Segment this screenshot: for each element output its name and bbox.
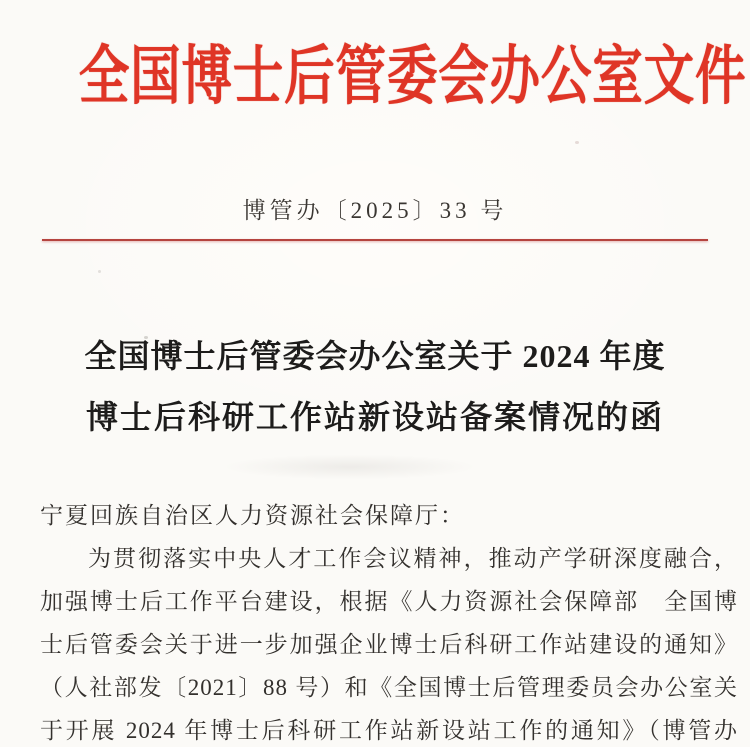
document-body — [40, 494, 738, 752]
red-divider-line — [42, 239, 708, 241]
scan-speck — [144, 336, 148, 339]
scan-speck — [98, 270, 101, 273]
body-text-line: 加强博士后工作平台建设，根据《人力资源社会保障部 全国博 — [40, 589, 738, 614]
doc-number: 博管办〔2025〕33 号 — [242, 198, 508, 223]
document-title-line-1: 全国博士后管委会办公室关于 2024 年度 — [84, 338, 666, 374]
body-text-line: 为贯彻落实中央人才工作会议精神，推动产学研深度融合， — [88, 546, 738, 571]
body-text-line: 士后管委会关于进一步加强企业博士后科研工作站建设的通知》 — [40, 632, 738, 657]
document-masthead: 全国博士后管委会办公室文件 — [78, 41, 747, 112]
body-text-line: （人社部发〔2021〕88 号）和《全国博士后管理委员会办公室关 — [40, 675, 738, 700]
salutation-line: 宁夏回族自治区人力资源社会保障厅： — [40, 503, 465, 528]
document-title-line-2: 博士后科研工作站新设站备案情况的函 — [85, 399, 664, 435]
scan-speck — [575, 141, 579, 144]
body-text-line: 于开展 2024 年博士后科研工作站新设站工作的通知》（博管办 — [40, 718, 738, 743]
document-title — [0, 334, 750, 439]
